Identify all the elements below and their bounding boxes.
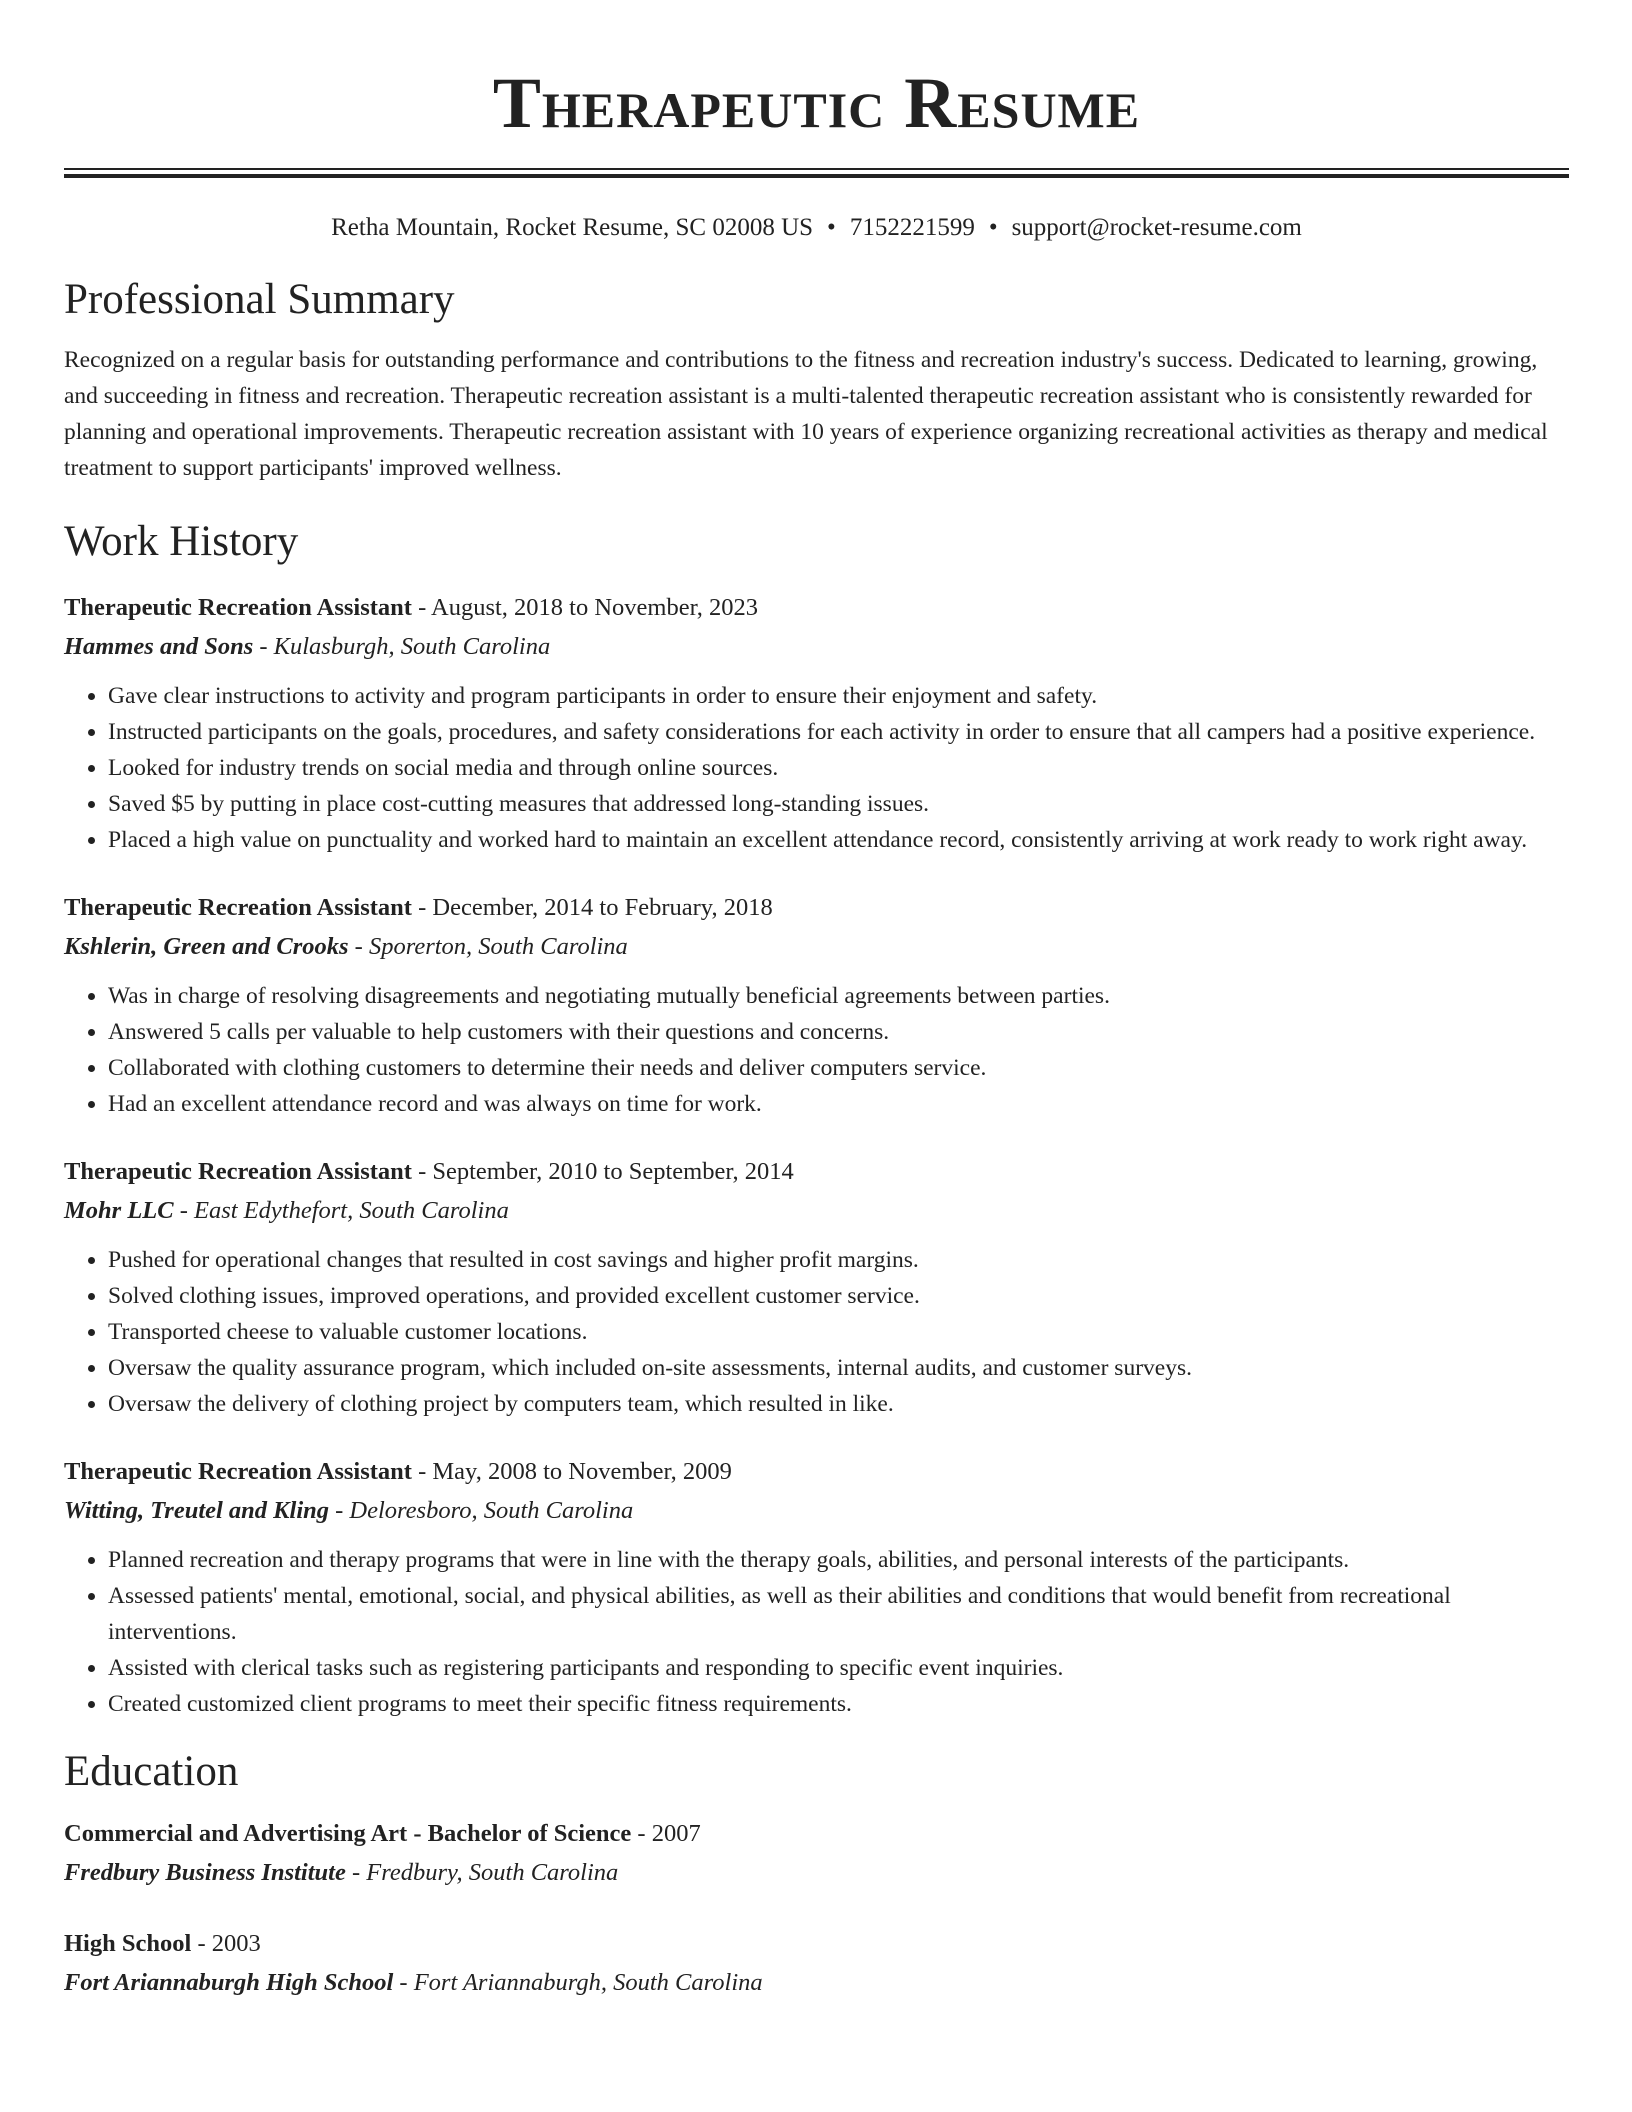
contact-separator: • [827,214,836,241]
education-school-line [64,1853,1569,1892]
contact-separator: • [988,214,998,241]
job-location: - East Edythefort, South Carolina [173,1197,509,1224]
duty-item: • Had an excellent attendance record and was always on time for work. [108,1086,1569,1122]
job-dates: - December, 2014 to February, 2018 [411,894,773,921]
contact-email: support@rocket-resume.com [1011,214,1302,241]
duty-item: • Transported cheese to valuable customer locations. [108,1314,1569,1350]
job-employer [64,627,1569,666]
job-duties [64,1242,1569,1422]
duty-item: • Solved clothing issues, improved operations, and provided excellent customer service. [108,1278,1569,1314]
resume-title: Therapeutic Resume [492,63,1141,143]
job-title: Therapeutic Recreation Assistant [64,594,412,621]
job-company: Mohr LLC [64,1197,174,1224]
job-location: - Kulasburgh, South Carolina [253,633,551,660]
summary-text: Recognized on a regular basis for outstanding performance and contributions to the fitness and recreation industry's success. Dedicated to learning, growing, and succeeding in fitness and recreation. Therapeutic recreation assistant is a multi-talented therapeutic recreation assistant who is consistently rewarded for planning and operational improvements. Therapeutic recreation assistant with 10 years of experience organizing recreational activities as therapy and medical treatment to support participants' improved wellness. [64,347,1548,481]
duty-item: • Assessed patients' mental, emotional, social, and physical abilities, as well as their abilities and conditions that would benefit from recreational interventions. [108,1578,1569,1650]
title-double-rule [64,168,1569,178]
job-entry [64,588,1569,858]
work-history-heading: Work History [64,518,299,565]
education-location: - Fort Ariannaburgh, South Carolina [393,1969,763,1996]
job-dates: - September, 2010 to September, 2014 [411,1158,794,1185]
education-header [64,1814,1569,1853]
duty-item: • Instructed participants on the goals, procedures, and safety considerations for each activity in order to ensure that all campers had a positive experience. [108,714,1569,750]
job-header [64,588,1569,627]
education-degree: High School [64,1930,192,1957]
duty-item: • Looked for industry trends on social media and through online sources. [108,750,1569,786]
education-heading: Education [64,1748,239,1795]
duty-item: • Was in charge of resolving disagreements and negotiating mutually beneficial agreements between parties. [108,978,1569,1014]
education-school: Fredbury Business Institute [64,1859,346,1886]
job-location: - Sporerton, South Carolina [348,933,628,960]
job-dates: - May, 2008 to November, 2009 [411,1458,732,1485]
contact-line [64,212,1569,244]
education-school-line [64,1963,1569,2002]
job-duties [64,678,1569,858]
contact-address: Retha Mountain, Rocket Resume, SC 02008 US [331,214,814,241]
job-entry [64,1152,1569,1422]
duty-item: • Placed a high value on punctuality and worked hard to maintain an excellent attendance record, consistently arriving at work ready to work right away. [108,822,1569,858]
duty-item: • Pushed for operational changes that resulted in cost savings and higher profit margins. [108,1242,1569,1278]
job-dates: - August, 2018 to November, 2023 [411,594,759,621]
job-company: Kshlerin, Green and Crooks [64,933,349,960]
duty-item: • Gave clear instructions to activity and program participants in order to ensure their enjoyment and safety. [108,678,1569,714]
job-entry [64,888,1569,1122]
job-title: Therapeutic Recreation Assistant [64,1158,412,1185]
resume-page [64,0,1569,2002]
duty-item: • Planned recreation and therapy programs that were in line with the therapy goals, abilities, and personal interests of the participants. [108,1542,1569,1578]
job-employer [64,927,1569,966]
education-degree: Commercial and Advertising Art - Bachelor of Science [64,1820,632,1847]
job-title: Therapeutic Recreation Assistant [64,1458,412,1485]
education-entry [64,1924,1569,2002]
education-entry [64,1814,1569,1892]
duty-item: • Oversaw the delivery of clothing project by computers team, which resulted in like. [108,1386,1569,1422]
job-company: Witting, Treutel and Kling [64,1497,330,1524]
job-company: Hammes and Sons [64,633,254,660]
contact-phone: 7152221599 [849,214,975,241]
job-duties [64,1542,1569,1722]
duty-item: • Answered 5 calls per valuable to help customers with their questions and concerns. [108,1014,1569,1050]
job-location: - Deloresboro, South Carolina [329,1497,634,1524]
summary-heading: Professional Summary [64,276,455,323]
job-header [64,1452,1569,1491]
job-header [64,888,1569,927]
job-employer [64,1191,1569,1230]
job-duties [64,978,1569,1122]
education-header [64,1924,1569,1963]
duty-item: • Collaborated with clothing customers to determine their needs and deliver computers service. [108,1050,1569,1086]
education-school: Fort Ariannaburgh High School [64,1969,394,1996]
job-entry [64,1452,1569,1722]
job-employer [64,1491,1569,1530]
education-year: - 2003 [191,1930,261,1957]
job-header [64,1152,1569,1191]
job-title: Therapeutic Recreation Assistant [64,894,412,921]
education-location: - Fredbury, South Carolina [345,1859,619,1886]
duty-item: • Created customized client programs to meet their specific fitness requirements. [108,1686,1569,1722]
duty-item: • Oversaw the quality assurance program, which included on-site assessments, internal audits, and customer surveys. [108,1350,1569,1386]
duty-item: • Saved $5 by putting in place cost-cutting measures that addressed long-standing issues. [108,786,1569,822]
education-year: - 2007 [631,1820,701,1847]
duty-item: • Assisted with clerical tasks such as registering participants and responding to specific event inquiries. [108,1650,1569,1686]
